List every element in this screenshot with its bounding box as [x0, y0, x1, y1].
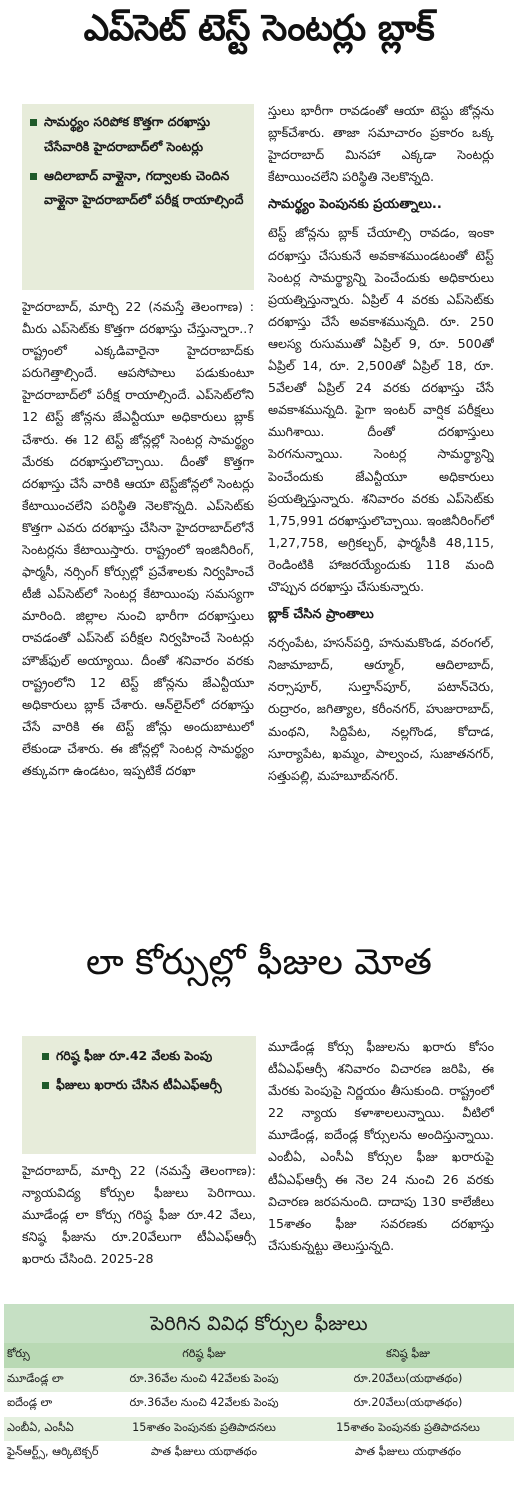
header-min-fee: కనిష్ఠ ఫీజు	[302, 1343, 514, 1368]
fee-table-title: పెరిగిన వివిధ కోర్సుల ఫీజులు	[4, 1304, 514, 1343]
bullet-icon	[42, 1082, 49, 1089]
subhead-blocked-areas: బ్లాక్ చేసిన ప్రాంతాలు	[268, 607, 374, 623]
story2-right-column	[268, 1036, 494, 1298]
bullet-icon	[30, 173, 37, 180]
story1-headline: ఎప్‌సెట్ టెస్ట్ సెంటర్లు బ్లాక్	[83, 8, 435, 49]
table-row	[4, 1417, 514, 1442]
cell-min-fee: పాత ఫీజులు యథాతథం	[302, 1441, 514, 1466]
story2-highlights	[22, 1036, 256, 1154]
cell-min-fee: రూ.20వేలు(యథాతథం)	[302, 1368, 514, 1393]
story2-headline: లా కోర్సుల్లో ఫీజుల మోత	[86, 942, 432, 983]
header-max-fee: గరిష్ఠ ఫీజు	[106, 1343, 302, 1368]
story1-highlights	[22, 104, 254, 290]
fee-table	[4, 1304, 514, 1466]
cell-max-fee: 15శాతం పెంపునకు ప్రతిపాదనలు	[106, 1417, 302, 1442]
cell-course: ఐదేండ్ల లా	[4, 1392, 106, 1417]
story1-left-column	[22, 296, 254, 926]
highlight-item: గరిష్ఠ ఫీజు రూ.42 వేలకు పెంపు	[40, 1044, 252, 1069]
subhead-capacity: సామర్థ్యం పెంపునకు ప్రయత్నాలు..	[268, 197, 442, 213]
cell-max-fee: పాత ఫీజులు యథాతథం	[106, 1441, 302, 1466]
header-course: కోర్సు	[4, 1343, 106, 1368]
story1-body-right-2: టెస్ట్ జోన్లను బ్లాక్ చేయాల్సి రావడం, ఇంకా దరఖాస్తు చేసుకునే అవకాశముండటంతో టెస్ట్ సెంటర్ల సామర్థ్యాన్ని పెంచేందుకు అధికారులు ప్రయత్నిస్తున్నారు. ఏప్రిల్ 4 వరకు ఎప్‌సెట్‌కు దరఖాస్తు చేసే అవకాశమున్నది. రూ. 250 ఆలస్య రుసుముతో ఏప్రిల్ 9, రూ. 500తో ఏప్రిల్ 14, రూ. 2,500తో ఏప్రిల్ 18, రూ. 5వేలతో ఏప్రిల్ 24 వరకు దరఖాస్తు చేసే అవకాశమున్నది. ఫైగా ఇంటర్ వార్షిక పరీక్షలు ముగిశాయి. దీంతో దరఖాస్తులు పెరగనున్నాయి. సెంటర్ల సామర్థ్యాన్ని పెంచేందుకు జేఎన్టీయూ అధికారులు ప్రయత్నిస్తున్నారు. శనివారం వరకు ఎప్‌సెట్‌కు 1,75,991 దరఖాస్తులొచ్చాయి. ఇంజినీరింగ్‌లో 1,27,758, అగ్రికల్చర్, ఫార్మసీకి 48,115, రెండింటికి హాజరయ్యేందుకు 118 మంది చొప్పున దరఖాస్తు చేసుకున్నారు.	[268, 225, 494, 594]
story2-left-column	[22, 1160, 256, 1300]
cell-min-fee: రూ.20వేలు(యథాతథం)	[302, 1392, 514, 1417]
table-row	[4, 1392, 514, 1417]
cell-max-fee: రూ.36వేల నుంచి 42వేలకు పెంపు	[106, 1392, 302, 1417]
story2-body-right: మూడేండ్ల కోర్సు ఫీజులను ఖరారు కోసం టీఏఎఫ్ఆర్సీ శనివారం విచారణ జరిపి, ఈ మేరకు పెంపుపై నిర్ణయం తీసుకుంది. రాష్ట్రంలో 22 న్యాయ కళాశాలలున్నాయి. వీటిలో మూడేండ్ల, ఐదేండ్ల కోర్సులను అందిస్తున్నాయి. ఎంబీఏ, ఎంసీఏ కోర్సుల ఫీజు ఖరారుపై టీఏఎఫ్ఆర్సీ ఈ నెల 24 నుంచి 26 వరకు విచారణ జరపనుంది. దాదాపు 130 కాలేజీలు 15శాతం ఫీజు సవరణకు దరఖాస్తు చేసుకున్నట్టు తెలుస్తున్నది.	[268, 1039, 494, 1253]
cell-min-fee: 15శాతం పెంపునకు ప్రతిపాదనలు	[302, 1417, 514, 1442]
bullet-icon	[42, 1053, 49, 1060]
story1-body-right-1: స్తులు భారీగా రావడంతో ఆయా టెస్టు జోన్లను బ్లాక్‌చేశారు. తాజా సమాచారం ప్రకారం ఒక్క హైదరాబాద్ మినహా ఎక్కడా సెంటర్లు కేటాయించలేని పరిస్థితి నెలకొన్నది.	[268, 103, 494, 185]
fee-table-grid	[4, 1343, 514, 1466]
cell-max-fee: రూ.36వేల నుంచి 42వేలకు పెంపు	[106, 1368, 302, 1393]
bullet-icon	[30, 119, 37, 126]
highlight-item: ఫీజులు ఖరారు చేసిన టీఏఎఫ్ఆర్సీ	[40, 1073, 252, 1098]
story1-body-left: హైదరాబాద్, మార్చి 22 (నమస్తే తెలంగాణ) : మీరు ఎప్‌సెట్‌కు కొత్తగా దరఖాస్తు చేస్తున్నారా..? రాష్ట్రంలో ఎక్కడివారైనా హైదరాబాద్‌కు పరుగెత్తాల్సిందే. ఆపసోపాలు పడుకుంటూ హైదరాబాద్‌లో పరీక్ష రాయాల్సిందే. ఎప్‌సెట్‌లోని 12 టెస్ట్ జోన్లను జేఎన్టీయూ అధికారులు బ్లాక్ చేశారు. ఈ 12 టెస్ట్ జోన్లల్లో సెంటర్ల సామర్థ్యం మేరకు దరఖాస్తులొచ్చాయి. దీంతో కొత్తగా దరఖాస్తు చేసే వారికి ఆయా టెస్ట్‌జోన్లలో సెంటర్లు కేటాయించలేని పరిస్థితి నెలకొన్నది. ఎప్‌సెట్‌కు కొత్తగా ఎవరు దరఖాస్తు చేసినా హైదరాబాద్‌లోనే సెంటర్లను కేటాయిస్తారు. రాష్ట్రంలో ఇంజినీరింగ్, ఫార్మసీ, నర్సింగ్ కోర్సుల్లో ప్రవేశాలకు నిర్వహించే టీజీ ఎప్‌సెట్‌లో సెంటర్ల కేటాయింపు సమస్యగా మారింది. జిల్లాల నుంచి భారీగా దరఖాస్తులు రావడంతో ఎప్‌సెట్ పరీక్షల నిర్వహించే సెంటర్లు హౌజ్‌ఫుల్ అయ్యాయి. దీంతో శనివారం వరకు రాష్ట్రంలోని 12 టెస్ట్ జోన్లను జేఎన్టీయూ అధికారులు బ్లాక్ చేశారు. ఆన్‌లైన్‌లో దరఖాస్తు చేసే వారికి ఈ టెస్ట్ జోన్లు అందుబాటులో లేకుండా చేశారు. ఈ జోన్లల్లో సెంటర్ల సామర్థ్యం తక్కువగా ఉండటం, ఇప్పటికే దరఖా	[22, 299, 254, 778]
table-row	[4, 1441, 514, 1466]
table-header-row	[4, 1343, 514, 1368]
dateline: హైదరాబాద్, మార్చి 22 (నమస్తే తెలంగాణ) :	[22, 299, 254, 314]
highlight-item: ఆదిలాబాద్ వాళ్లైనా, గద్వాలకు చెందిన వాళ్లైనా హైదరాబాద్‌లో పరీక్ష రాయాల్సిందే	[28, 164, 250, 214]
table-row	[4, 1368, 514, 1393]
story2-body-left: హైదరాబాద్, మార్చి 22 (నమస్తే తెలంగాణ): న్యాయవిద్య కోర్సుల ఫీజులు పెరిగాయి. మూడేండ్ల లా కోర్సు గరిష్ఠ ఫీజు రూ.42 వేలు, కనిష్ఠ ఫీజును రూ.20వేలుగా టీఏఎఫ్ఆర్సీ ఖరారు చేసింది. 2025-28	[22, 1163, 256, 1267]
story1-body-right-3: నర్సంపేట, హసన్‌పర్తి, హనుమకొండ, వరంగల్, నిజామాబాద్, ఆర్మూర్, ఆదిలాబాద్, నర్సాపూర్, సుల్తాన్‌పూర్, పటాన్‌చెరు, రుద్రారం, జగిత్యాల, కరీంనగర్, హుజురాబాద్, మంథని, సిద్దిపేట, నల్లగొండ, కోదాడ, సూర్యాపేట, ఖమ్మం, పాల్వంచ, సుజాతనగర్, సత్తుపల్లి, మహబూబ్‌నగర్.	[268, 635, 494, 783]
highlight-item: సామర్థ్యం సరిపోక కొత్తగా దరఖాస్తు చేసేవారికి హైదరాబాద్‌లో సెంటర్లు	[28, 110, 250, 160]
story1-right-column	[268, 100, 494, 928]
cell-course: మూడేండ్ల లా	[4, 1368, 106, 1393]
cell-course: ఫైన్ఆర్ట్స్, ఆర్కిటెక్చర్	[4, 1441, 106, 1466]
cell-course: ఎంబీఏ, ఎంసీఏ	[4, 1417, 106, 1442]
dateline: హైదరాబాద్, మార్చి 22 (నమస్తే తెలంగాణ):	[22, 1163, 256, 1178]
